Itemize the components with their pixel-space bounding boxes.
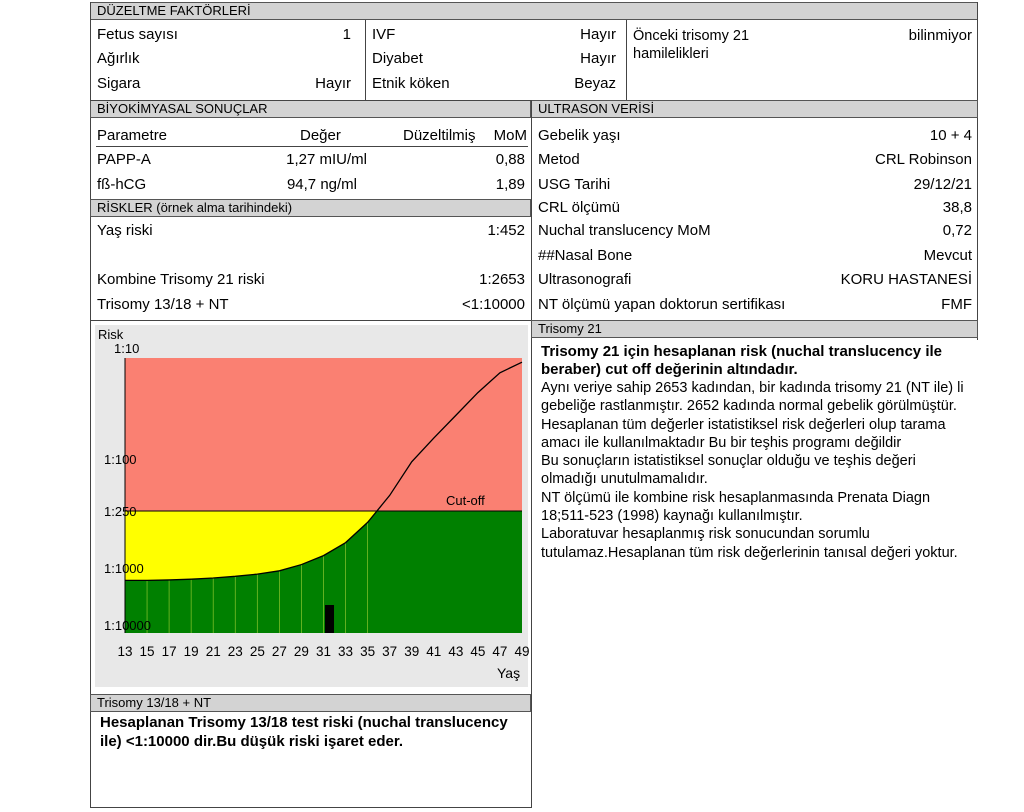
us-row (538, 269, 972, 291)
bottom-border (90, 807, 532, 808)
us-row-label: Ultrasonografi (538, 271, 632, 288)
high-risk-zone (125, 358, 522, 511)
us-row-value: KORU HASTANESİ (840, 271, 972, 288)
adjust-divider-1 (365, 20, 366, 100)
us-row-label: Gebelik yaşı (538, 127, 621, 144)
us-row-value: 38,8 (942, 199, 972, 216)
weight-label: Ağırlık (97, 50, 140, 67)
x-tick-label: 35 (360, 644, 376, 659)
fetus-label: Fetus sayısı (97, 26, 178, 43)
us-row-value: Mevcut (923, 247, 972, 264)
us-row-label: ##Nasal Bone (538, 247, 633, 264)
adjust-row-fetus (97, 24, 357, 46)
x-tick-label: 49 (514, 644, 530, 659)
us-header: ULTRASON VERİSİ (531, 100, 978, 118)
y-tick-label: 1:100 (104, 452, 137, 467)
us-row-value: 0,72 (942, 222, 972, 239)
center-divider (531, 100, 532, 808)
us-row-value: 29/12/21 (913, 176, 972, 193)
us-row-value: FMF (941, 296, 972, 313)
t1318-risk-value: <1:10000 (462, 296, 525, 313)
x-tick-label: 39 (404, 644, 420, 659)
hcg-value: 94,7 ng/ml (286, 176, 357, 193)
x-tick-label: 25 (249, 644, 265, 659)
col-param: Parametre (97, 127, 168, 144)
ivf-value: Hayır (580, 26, 616, 43)
hcg-label: fß-hCG (97, 176, 147, 193)
risks-header: RİSKLER (örnek alma tarihindeki) (90, 199, 531, 217)
y-tick-label: 1:250 (104, 504, 137, 519)
adjust-row-smoking (97, 73, 355, 95)
x-tick-label: 33 (338, 644, 354, 659)
age-risk-value: 1:452 (487, 222, 525, 239)
adjust-row-ivf (372, 24, 620, 46)
t21-p3: Bu sonuçların istatistiksel sonuçlar olduğu ve teşhis değeri olmadığı unutulmamalıdır. (541, 453, 916, 488)
x-tick-label: 23 (227, 644, 243, 659)
us-row-value: 10 + 4 (929, 127, 972, 144)
us-row-value: CRL Robinson (875, 151, 972, 168)
risk-row-t21 (97, 269, 525, 291)
x-tick-label: 13 (117, 644, 133, 659)
pappa-label: PAPP-A (97, 151, 151, 168)
t21-p2: Hesaplanan tüm değerler istatistiksel risk değerleri olup tarama amacı ile kullanılmaktadır Bu bir teşhis programı değildir (541, 416, 946, 451)
us-row-label: Metod (538, 151, 580, 168)
fetus-value: 1 (342, 26, 351, 43)
t1318-header: Trisomy 13/18 + NT (90, 694, 531, 712)
chart-ylabel: Risk (98, 327, 124, 342)
patient-marker (325, 605, 334, 633)
adjust-row-ethnicity (372, 73, 620, 95)
x-tick-label: 37 (382, 644, 398, 659)
t21-bold: Trisomy 21 için hesaplanan risk (nuchal translucency ile beraber) cut off değerinin altındadır. (541, 343, 942, 378)
ethnicity-value: Beyaz (574, 75, 616, 92)
adjust-row-weight (97, 48, 357, 70)
cutoff-label: Cut-off (446, 493, 485, 508)
adjust-header: DÜZELTME FAKTÖRLERİ (90, 2, 978, 20)
age-risk-label: Yaş riski (97, 222, 153, 239)
t21-text (541, 343, 971, 562)
smoking-label: Sigara (97, 75, 141, 92)
us-row-label: Nuchal translucency MoM (538, 222, 711, 239)
smoking-value: Hayır (315, 75, 351, 92)
us-row (538, 197, 972, 219)
t21-risk-value: 1:2653 (479, 271, 525, 288)
x-tick-label: 29 (293, 644, 309, 659)
pappa-mom: 0,88 (495, 151, 525, 168)
ivf-label: IVF (372, 26, 396, 43)
chart-xlabel: Yaş (497, 665, 521, 681)
x-tick-label: 31 (315, 644, 332, 659)
bio-header: BİYOKİMYASAL SONUÇLAR (90, 100, 531, 118)
t1318-risk-label: Trisomy 13/18 + NT (97, 296, 229, 313)
us-row-label: NT ölçümü yapan doktorun sertifikası (538, 296, 786, 313)
x-tick-label: 41 (426, 644, 442, 659)
us-row (538, 174, 972, 196)
us-row (538, 125, 972, 147)
ethnicity-label: Etnik köken (372, 75, 450, 92)
t21-risk-label: Kombine Trisomy 21 riski (97, 271, 265, 288)
pappa-value: 1,27 mIU/ml (286, 151, 367, 168)
bio-col-headers (97, 125, 527, 147)
prev-t21-label-line1: Önceki trisomy 21 (633, 28, 750, 44)
t21-p4: NT ölçümü ile kombine risk hesaplanmasında Prenata Diagn 18;511-523 (1998) kaynağı kullanılmıştır. (541, 489, 931, 525)
risk-row-t1318 (97, 294, 525, 316)
bio-row-pappa (97, 149, 527, 171)
x-tick-label: 17 (161, 644, 177, 659)
x-tick-label: 19 (183, 644, 199, 659)
y-tick-label: 1:10 (114, 341, 140, 356)
t21-p5: Laboratuvar hesaplanmış risk sonucundan sorumlu tutulamaz.Hesaplanan tüm risk değerlerinin tanısal değeri yoktur. (541, 526, 958, 561)
us-row (538, 294, 972, 316)
diabetes-label: Diyabet (372, 50, 423, 67)
x-tick-label: 21 (205, 644, 221, 659)
outer-left-border (90, 2, 91, 808)
t1318-text: Hesaplanan Trisomy 13/18 test riski (nuchal translucency ile) <1:10000 dir.Bu düşük riski işaret eder. (100, 714, 508, 750)
col-adjusted: Düzeltilmiş (403, 127, 476, 144)
adjust-row-diabetes (372, 48, 620, 70)
us-row (538, 149, 972, 171)
prev-t21-value: bilinmiyor (908, 27, 972, 44)
col-value: Değer (300, 127, 341, 144)
y-tick-label: 1:1000 (104, 561, 144, 576)
hcg-mom: 1,89 (495, 176, 525, 193)
x-tick-label: 15 (139, 644, 155, 659)
col-mom: MoM (493, 127, 527, 144)
x-tick-label: 43 (448, 644, 464, 659)
outer-right-border (977, 2, 978, 340)
risk-chart (95, 325, 528, 687)
us-row-label: CRL ölçümü (538, 199, 620, 216)
risk-row-age (97, 220, 525, 242)
bio-row-hcg (97, 174, 527, 196)
us-row (538, 220, 972, 242)
y-tick-label: 1:10000 (104, 618, 151, 633)
prev-t21-label-line2: hamilelikleri (633, 46, 709, 62)
t21-header: Trisomy 21 (531, 320, 978, 338)
t21-p1: Aynı veriye sahip 2653 kadından, bir kadında trisomy 21 (NT ile) li gebeliğe rastlanmıştır. 2652 kadında normal gebelik görülmüştür. (541, 380, 964, 415)
adjust-divider-2 (626, 20, 627, 100)
us-row (538, 245, 972, 267)
x-tick-label: 45 (470, 644, 486, 659)
us-row-label: USG Tarihi (538, 176, 611, 193)
x-tick-label: 27 (271, 644, 287, 659)
diabetes-value: Hayır (580, 50, 616, 67)
chart-top-border (90, 320, 531, 321)
x-tick-label: 47 (492, 644, 508, 659)
prev-t21-label (633, 27, 803, 63)
